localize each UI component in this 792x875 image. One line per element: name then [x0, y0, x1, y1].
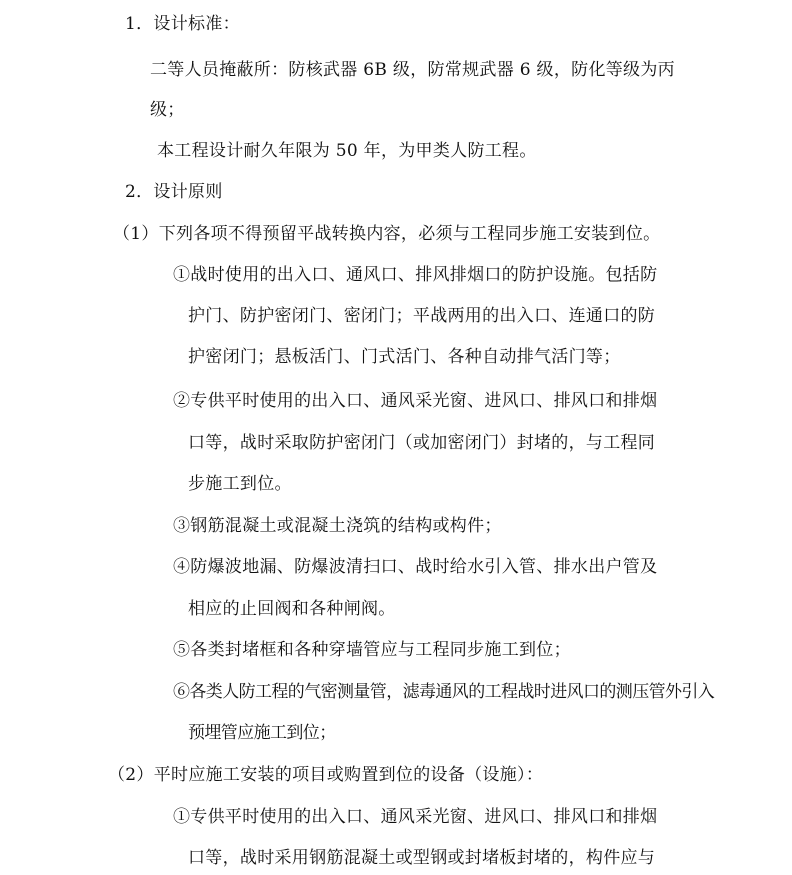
list-item-continuation: 步施工到位。: [188, 474, 292, 494]
list-item-continuation: 护密闭门；悬板活门、门式活门、各种自动排气活门等；: [188, 347, 621, 367]
list-item-continuation: 相应的止回阀和各种闸阀。: [188, 599, 396, 619]
list-item: ④防爆波地漏、防爆波清扫口、战时给水引入管、排水出户管及: [173, 557, 658, 577]
subsection-2-heading: （2）平时应施工安装的项目或购置到位的设备（设施）：: [108, 765, 544, 785]
list-item-continuation: 口等，战时采取防护密闭门（或加密闭门）封堵的，与工程同: [188, 433, 656, 453]
paragraph-line: 二等人员掩蔽所：防核武器 6B 级，防常规武器 6 级，防化等级为丙: [150, 60, 675, 80]
list-item: ③钢筋混凝土或混凝土浇筑的结构或构件；: [173, 516, 502, 536]
subsection-1-heading: （1）下列各项不得预留平战转换内容，必须与工程同步施工安装到位。: [113, 224, 661, 244]
section-2-heading: 2．设计原则: [125, 182, 223, 202]
list-item: ①专供平时使用的出入口、通风采光窗、进风口、排风口和排烟: [173, 807, 658, 827]
list-item: ①战时使用的出入口、通风口、排风排烟口的防护设施。包括防: [173, 265, 658, 285]
list-item-continuation: 预埋管应施工到位；: [188, 723, 336, 743]
paragraph-line: 级；: [150, 100, 185, 120]
list-item: ⑥各类人防工程的气密测量管，滤毒通风的工程战时进风口的测压管外引入: [173, 682, 715, 702]
paragraph-line: 本工程设计耐久年限为 50 年，为甲类人防工程。: [157, 141, 537, 161]
section-1-heading: 1．设计标准：: [125, 14, 240, 34]
list-item: ⑤各类封堵框和各种穿墙管应与工程同步施工到位；: [173, 640, 571, 660]
list-item: ②专供平时使用的出入口、通风采光窗、进风口、排风口和排烟: [173, 391, 658, 411]
list-item-continuation: 护门、防护密闭门、密闭门；平战两用的出入口、连通口的防: [188, 306, 656, 326]
list-item-continuation: 口等，战时采用钢筋混凝土或型钢或封堵板封堵的，构件应与: [188, 848, 656, 868]
